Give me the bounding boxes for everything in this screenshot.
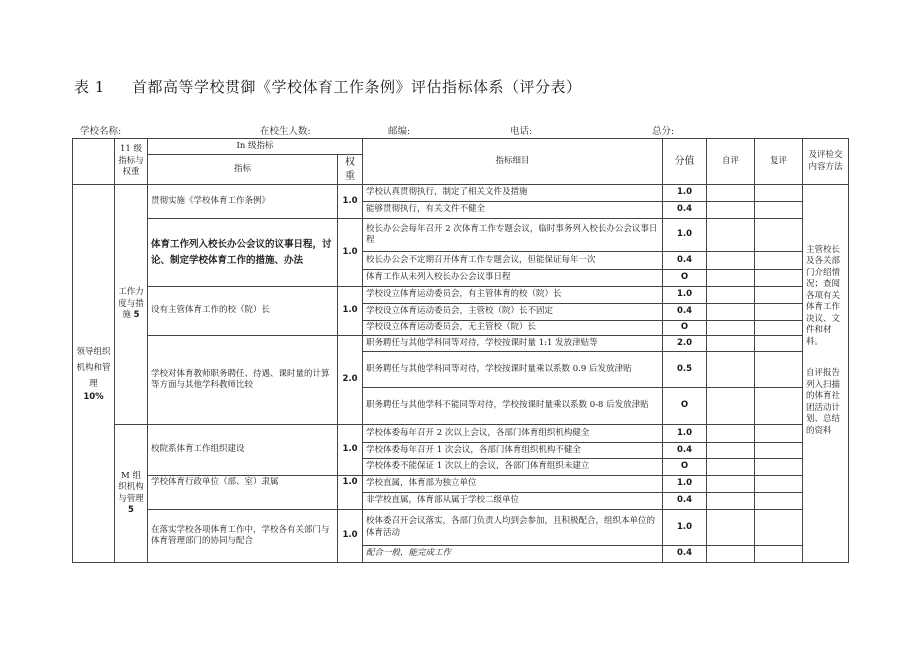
self-eval-cell — [707, 443, 755, 459]
score-cell: 1.0 — [663, 287, 707, 304]
review-cell — [755, 304, 803, 321]
document-title — [74, 76, 582, 97]
table-row — [73, 510, 849, 546]
level1-header — [73, 139, 115, 185]
score-cell: 1.0 — [663, 476, 707, 493]
evaluation-table — [72, 138, 849, 563]
self-eval-cell — [707, 476, 755, 493]
score-header: 分值 — [663, 139, 707, 185]
review-cell — [755, 185, 803, 202]
level3-header: In 级指标 — [148, 139, 363, 155]
detail-cell: 学校直属，体育部为独立单位 — [363, 476, 663, 493]
score-cell: 0.4 — [663, 546, 707, 563]
school-name-label: 学校名称: — [80, 126, 122, 137]
level1-weight: 10% — [83, 391, 104, 402]
group-cell-1 — [115, 185, 148, 425]
score-cell: 1.0 — [663, 425, 707, 443]
weight-cell: 1.0 — [338, 425, 363, 476]
self-eval-cell — [707, 219, 755, 252]
detail-cell: 学校体委每年召开 2 次以上会议，各部门体育组织机构健全 — [363, 425, 663, 443]
table-number: 表 1 — [74, 78, 105, 96]
review-cell — [755, 336, 803, 352]
score-cell: 1.0 — [663, 219, 707, 252]
phone-label: 电话: — [510, 126, 533, 137]
group-weight-2: 5 — [128, 504, 134, 515]
detail-cell: 职务聘任与其他学科同等对待，学校按课时量 1:1 发放津贴等 — [363, 336, 663, 352]
table-row — [73, 287, 849, 304]
weight-cell: 2.0 — [338, 336, 363, 425]
weight-cell: 1.0 — [338, 287, 363, 336]
review-cell — [755, 425, 803, 443]
review-header: 复评 — [755, 139, 803, 185]
method-note-b: 自评报告列入扫描的体育社团活动计划、总结的资料 — [806, 368, 841, 436]
indicator-cell: 校院系体育工作组织建设 — [148, 425, 338, 476]
indicator-cell: 学校对体育教师职务聘任、待遇、课时量的计算等方面与其他学科教师比较 — [148, 336, 338, 425]
score-cell: 0.4 — [663, 304, 707, 321]
score-cell: 2.0 — [663, 336, 707, 352]
self-eval-cell — [707, 270, 755, 287]
total-score-label: 总分: — [652, 126, 675, 137]
weight-cell: 1.0 — [338, 476, 363, 510]
detail-cell: 学校体委不能保证 1 次以上的会议，各部门体育组织未建立 — [363, 459, 663, 476]
detail-cell: 非学校直属，体育部从属于学校二级单位 — [363, 493, 663, 510]
detail-cell: 学校体委每年召开 1 次会议，各部门体育组织机构不健全 — [363, 443, 663, 459]
self-eval-header: 自评 — [707, 139, 755, 185]
table-row — [73, 336, 849, 352]
review-cell — [755, 252, 803, 270]
score-cell: 0.4 — [663, 202, 707, 219]
detail-cell: 体育工作从未列入校长办公会议事日程 — [363, 270, 663, 287]
score-cell: O — [663, 270, 707, 287]
self-eval-cell — [707, 321, 755, 336]
weight-header: 权重 — [338, 155, 363, 185]
review-cell — [755, 493, 803, 510]
weight-cell: 1.0 — [338, 510, 363, 563]
review-cell — [755, 443, 803, 459]
self-eval-cell — [707, 252, 755, 270]
review-cell — [755, 459, 803, 476]
self-eval-cell — [707, 304, 755, 321]
detail-cell: 学校认真贯彻执行，制定了相关文件及措施 — [363, 185, 663, 202]
detail-cell: 职务聘任与其他学科同等对待，学校按课时量乘以系数 0.9 后发放津贴 — [363, 352, 663, 388]
detail-cell: 校长办公会不定期召开体育工作专题会议，但能保证每年一次 — [363, 252, 663, 270]
weight-cell: 1.0 — [338, 185, 363, 219]
header-row — [73, 139, 849, 155]
detail-cell: 校长办公会每年召开 2 次体育工作专题会议，临时事务列入校长办公会议事日程 — [363, 219, 663, 252]
self-eval-cell — [707, 287, 755, 304]
table-title: 首都高等学校贯御《学校体育工作条例》评估指标体系（评分表） — [132, 78, 582, 96]
detail-cell: 配合一般，能完成工作 — [363, 546, 663, 563]
detail-cell: 学校设立体育运动委员会，主管校（院）长不固定 — [363, 304, 663, 321]
self-eval-cell — [707, 352, 755, 388]
review-cell — [755, 321, 803, 336]
review-cell — [755, 388, 803, 425]
score-cell: O — [663, 321, 707, 336]
score-cell: 0.4 — [663, 493, 707, 510]
table-row — [73, 425, 849, 443]
indicator-cell: 设有主管体育工作的校（院）长 — [148, 287, 338, 336]
self-eval-cell — [707, 510, 755, 546]
table-row — [73, 476, 849, 493]
postcode-label: 邮编: — [388, 126, 411, 137]
detail-cell: 学校设立体育运动委员会，有主管体育的校（院）长 — [363, 287, 663, 304]
indicator-cell: 体育工作列入校长办公会议的议事日程，讨论、制定学校体育工作的措施、办法 — [148, 219, 338, 287]
score-cell: O — [663, 388, 707, 425]
indicator-header: 指标 — [148, 155, 338, 185]
review-cell — [755, 352, 803, 388]
weight-cell: 1.0 — [338, 219, 363, 287]
detail-header: 指标细目 — [363, 139, 663, 185]
self-eval-cell — [707, 425, 755, 443]
group-label-2: M 组织机构与管理 — [118, 470, 144, 504]
level1-cell — [73, 185, 115, 563]
score-cell: O — [663, 459, 707, 476]
review-cell — [755, 476, 803, 493]
self-eval-cell — [707, 388, 755, 425]
review-cell — [755, 270, 803, 287]
detail-cell: 校体委召开会议落实，各部门负责人均到会参加，且积极配合，组织本单位的体育活动 — [363, 510, 663, 546]
score-cell: 0.4 — [663, 443, 707, 459]
method-cell — [803, 185, 849, 563]
self-eval-cell — [707, 459, 755, 476]
score-cell: 1.0 — [663, 185, 707, 202]
method-header: 及评检交内容方法 — [803, 139, 849, 185]
review-cell — [755, 219, 803, 252]
indicator-cell: 学校体育行政单位（部、室）隶属 — [148, 476, 338, 510]
indicator-cell: 贯彻实施《学校体育工作条例》 — [148, 185, 338, 219]
method-note-a: 主管校长及各关部门介绍情况；查阅各项有关体育工作决议、文件和材料。 — [806, 245, 841, 347]
self-eval-cell — [707, 202, 755, 219]
detail-cell: 职务聘任与其他学科不能同等对待，学校按课时量乘以系数 0-8 后发放津贴 — [363, 388, 663, 425]
group-label-1: 工作力度与措施 — [118, 287, 144, 321]
score-cell: 0.5 — [663, 352, 707, 388]
self-eval-cell — [707, 336, 755, 352]
indicator-cell: 在落实学校各项体育工作中，学校各有关部门与体育管理部门的协同与配合 — [148, 510, 338, 563]
score-cell: 0.4 — [663, 252, 707, 270]
level1-label: 领导组织机构和管理 — [76, 346, 111, 389]
table-row — [73, 185, 849, 202]
self-eval-cell — [707, 546, 755, 563]
level2-header: 11 级指标与权重 — [115, 139, 148, 185]
student-count-label: 在校生人数: — [260, 126, 311, 137]
self-eval-cell — [707, 185, 755, 202]
review-cell — [755, 202, 803, 219]
table-row — [73, 219, 849, 252]
review-cell — [755, 510, 803, 546]
detail-cell: 学校设立体育运动委员会，无主管校（院）长 — [363, 321, 663, 336]
review-cell — [755, 546, 803, 563]
group-cell-2 — [115, 425, 148, 563]
group-weight-1: 5 — [133, 310, 140, 321]
self-eval-cell — [707, 493, 755, 510]
score-cell: 1.0 — [663, 510, 707, 546]
detail-cell: 能够贯彻执行，有关文件不健全 — [363, 202, 663, 219]
review-cell — [755, 287, 803, 304]
